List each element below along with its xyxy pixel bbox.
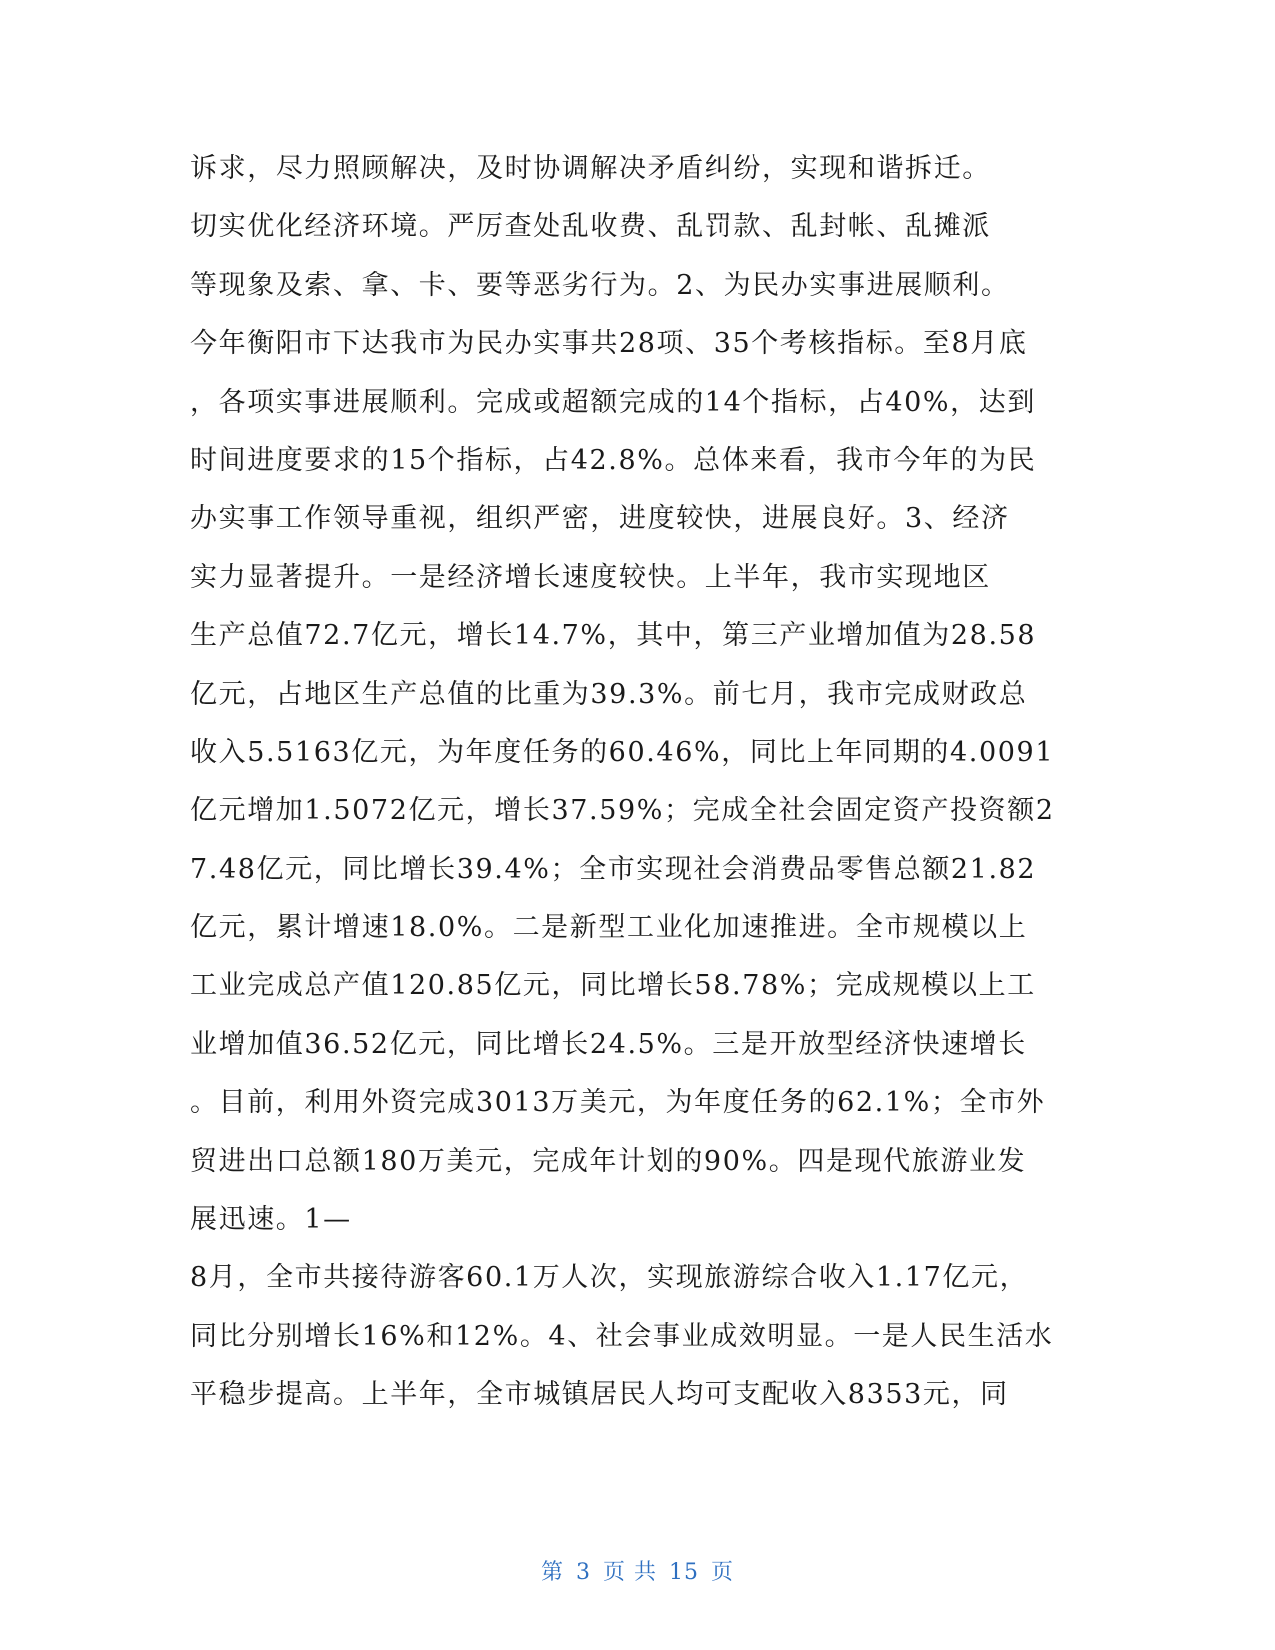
text-line: 等现象及索、拿、卡、要等恶劣行为。2、为民办实事进展顺利。 [190,269,1010,301]
text-line: 亿元，占地区生产总值的比重为39.3%。前七月，我市完成财政总 [190,678,1028,710]
footer-current-page: 3 [576,1560,591,1585]
text-line: 8月，全市共接待游客60.1万人次，实现旅游综合收入1.17亿元， [190,1262,1029,1294]
footer-suffix: 页 [711,1560,735,1585]
text-line: 平稳步提高。上半年，全市城镇居民人均可支配收入8353元，同 [190,1379,1009,1411]
text-line: 贸进出口总额180万美元，完成年计划的90%。四是现代旅游业发 [190,1145,1027,1177]
text-line: 亿元增加1.5072亿元，增长37.59%；完成全社会固定资产投资额2 [190,795,1055,827]
text-line: 亿元，累计增速18.0%。二是新型工业化加速推进。全市规模以上 [190,912,1028,944]
text-line: 今年衡阳市下达我市为民办实事共28项、35个考核指标。至8月底 [190,328,1028,360]
text-line: 办实事工作领导重视，组织严密，进度较快，进展良好。3、经济 [190,503,1010,535]
text-line: 7.48亿元，同比增长39.4%；全市实现社会消费品零售总额21.82 [190,853,1037,885]
text-line: 工业完成总产值120.85亿元，同比增长58.78%；完成规模以上工 [190,970,1036,1002]
text-line: 同比分别增长16%和12%。4、社会事业成效明显。一是人民生活水 [190,1320,1054,1352]
text-line: 展迅速。1— [190,1204,352,1236]
text-line: 诉求，尽力照顾解决，及时协调解决矛盾纠纷，实现和谐拆迁。 [190,153,991,184]
text-line: 生产总值72.7亿元，增长14.7%，其中，第三产业增加值为28.58 [190,620,1037,652]
body-text [190,140,1090,1425]
footer-total-pages: 15 [669,1560,699,1585]
text-line: 切实优化经济环境。严厉查处乱收费、乱罚款、乱封帐、乱摊派 [190,211,991,243]
text-line: ，各项实事进展顺利。完成或超额完成的14个指标，占40%，达到 [190,386,1036,418]
text-line: 。目前，利用外资完成3013万美元，为年度任务的62.1%；全市外 [190,1087,1046,1119]
footer-prefix: 第 [540,1560,564,1585]
footer-mid: 页 共 [603,1560,657,1585]
text-line: 时间进度要求的15个指标，占42.8%。总体来看，我市今年的为民 [190,444,1037,476]
page-footer [0,1555,1275,1586]
text-line: 业增加值36.52亿元，同比增长24.5%。三是开放型经济快速增长 [190,1028,1027,1060]
text-line: 收入5.5163亿元，为年度任务的60.46%，同比上年同期的4.0091 [190,736,1055,768]
text-line: 实力显著提升。一是经济增长速度较快。上半年，我市实现地区 [190,561,991,593]
